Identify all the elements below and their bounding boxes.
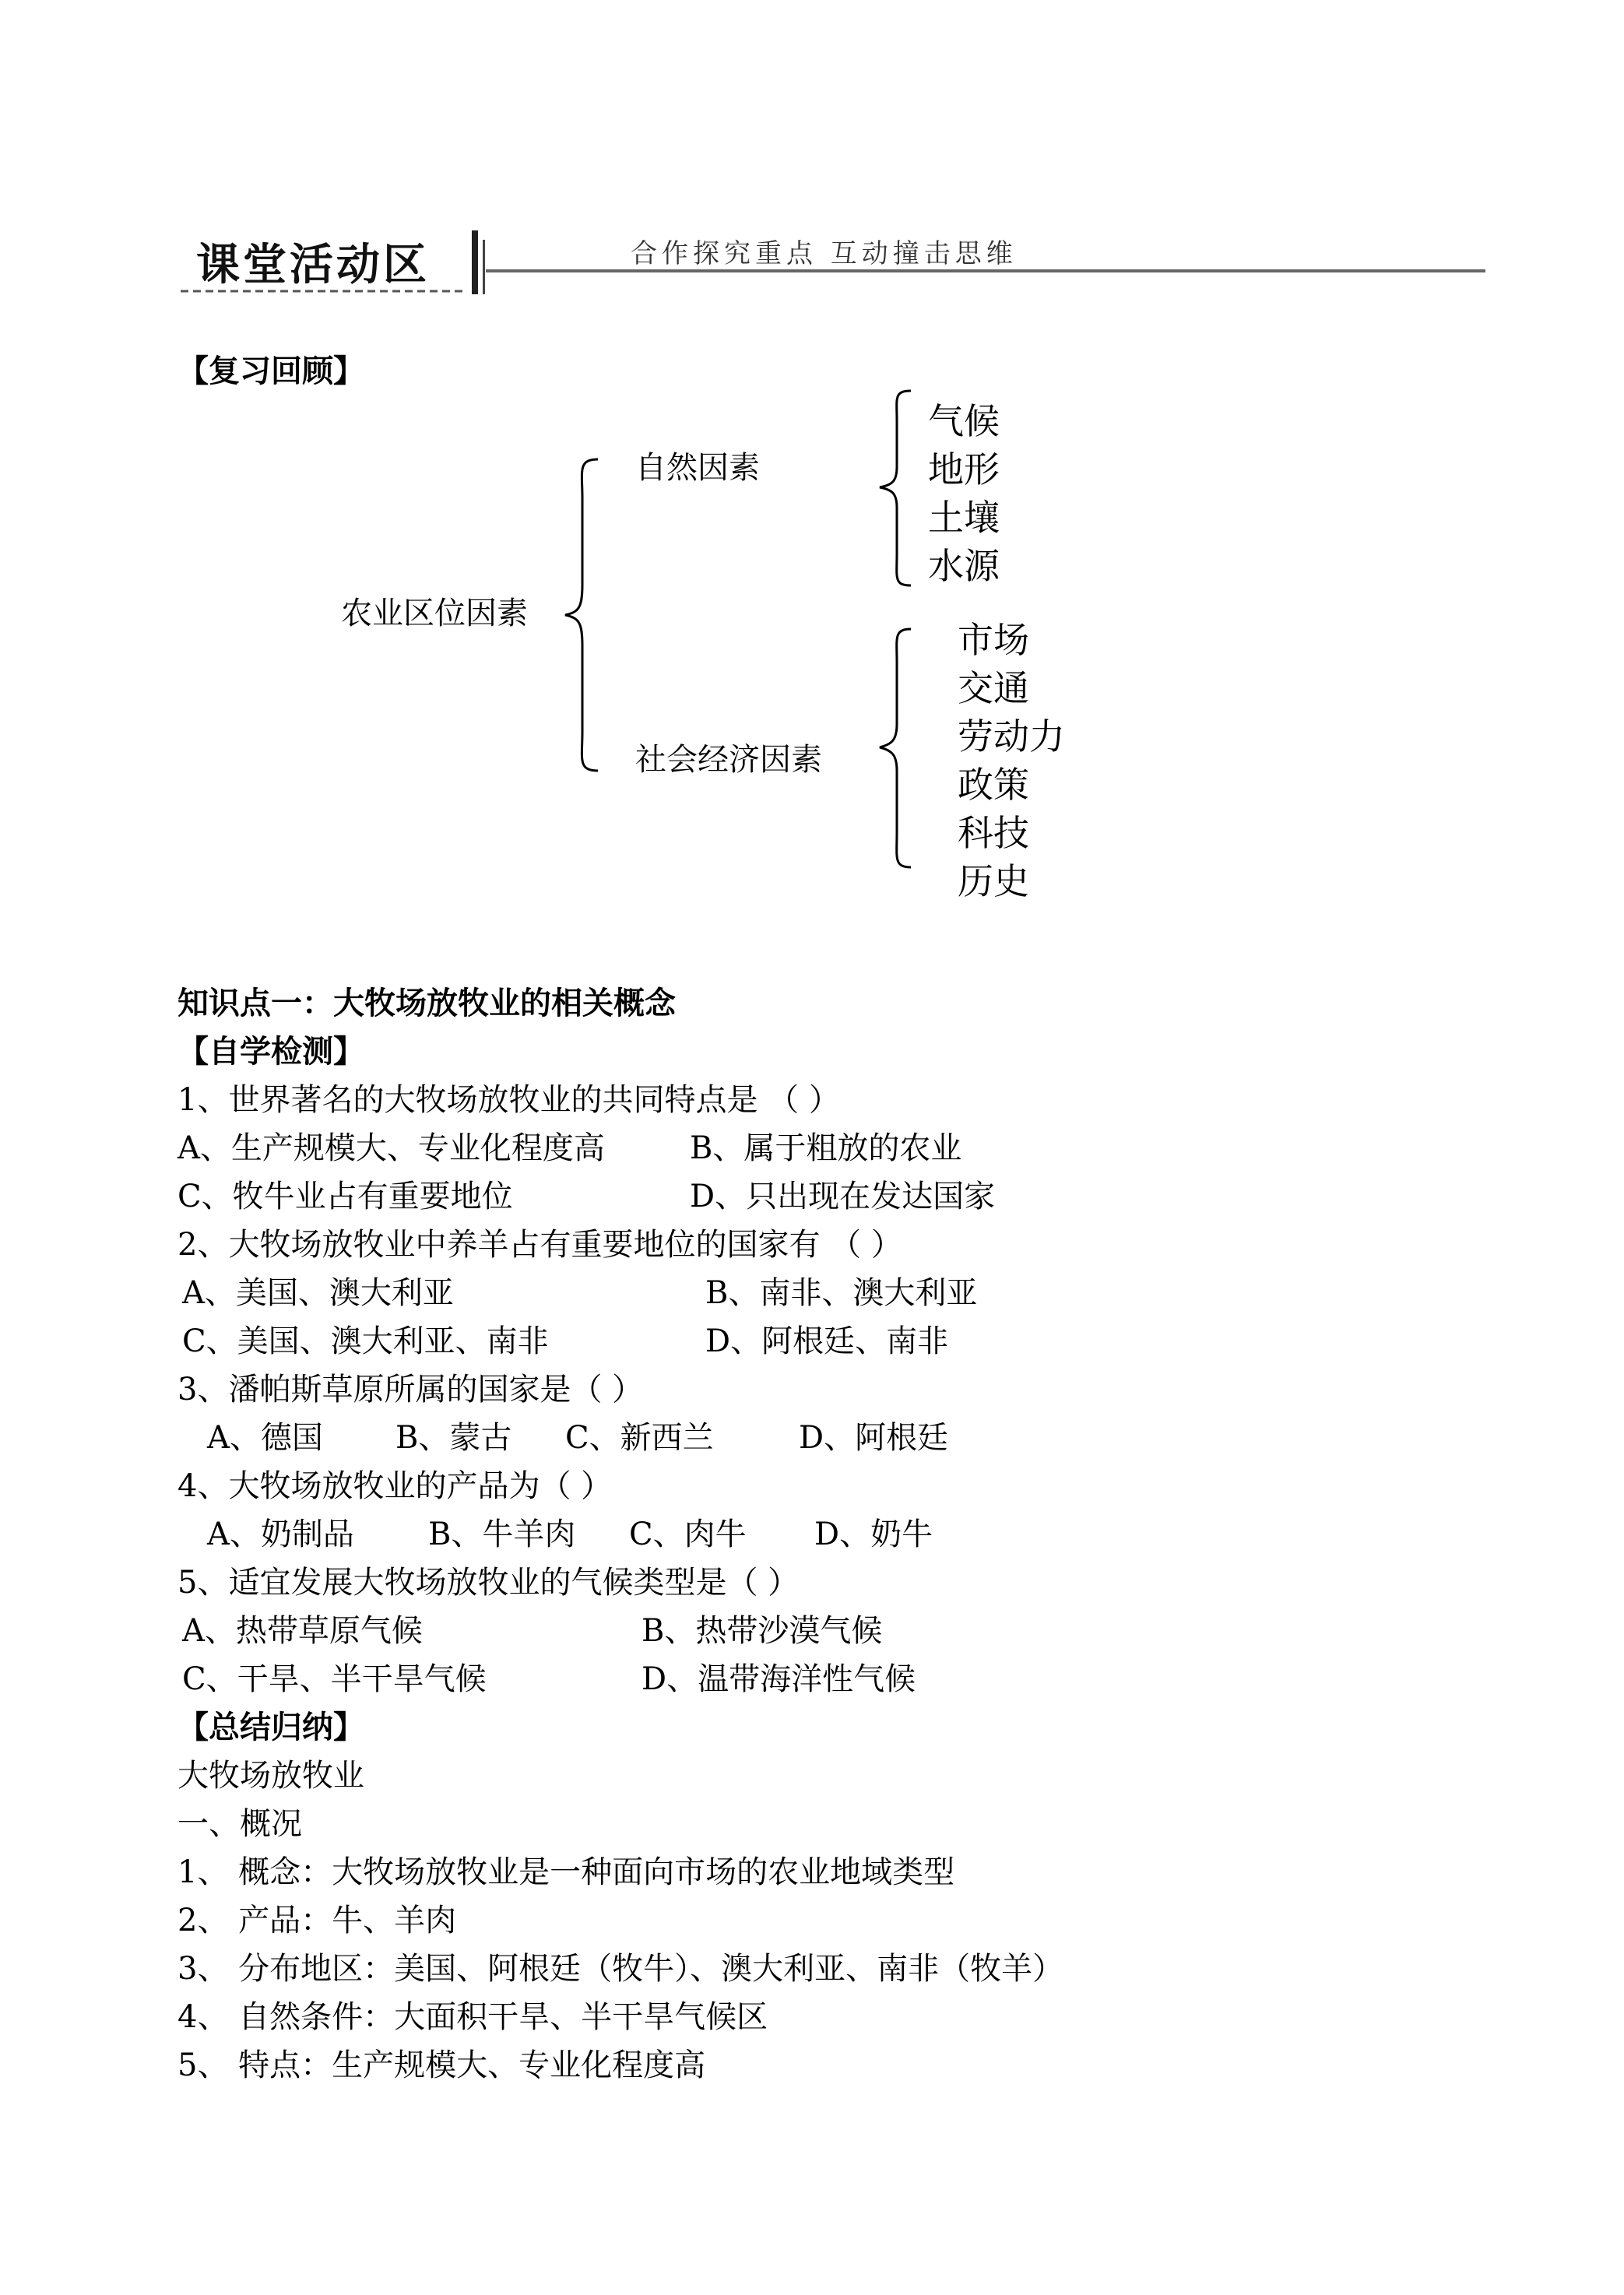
knowledge-title: 知识点一：大牧场放牧业的相关概念 [178,985,676,1021]
question-option: D、奶牛 [814,1517,933,1552]
natural-item: 水源 [928,545,1000,587]
question-option: C、干旱、半干旱气候 [182,1661,487,1697]
question-stem: 5、适宜发展大牧场放牧业的气候类型是（ ） [178,1565,800,1601]
question-stem: 3、潘帕斯草原所属的国家是（ ） [178,1372,644,1408]
question-option: C、美国、澳大利亚、南非 [182,1323,549,1359]
social-item: 政策 [958,764,1029,806]
summary-item: 1、 概念：大牧场放牧业是一种面向市场的农业地域类型 [178,1854,955,1890]
natural-item: 土壤 [928,497,1000,539]
banner-divider-bar [472,230,478,294]
summary-item: 4、 自然条件：大面积干旱、半干旱气候区 [178,1999,768,2035]
section-banner-title: 课堂活动区 [196,240,430,290]
summary-title: 大牧场放牧业 [178,1758,364,1794]
question-stem: 1、世界著名的大牧场放牧业的共同特点是 （ ） [178,1082,840,1118]
question-option: D、阿根廷、南非 [705,1323,949,1359]
natural-item: 气候 [928,400,1000,442]
social-item: 劳动力 [958,715,1065,757]
social-factors-list [958,616,1065,905]
social-item: 交通 [958,667,1029,709]
social-item: 市场 [958,619,1029,661]
natural-item: 地形 [928,448,1000,490]
summary-item: 2、 产品：牛、羊肉 [178,1903,457,1938]
question-option: C、肉牛 [629,1517,747,1552]
question-option: D、温带海洋性气候 [642,1661,916,1697]
question-option: B、南非、澳大利亚 [705,1275,978,1311]
question-option: C、牧牛业占有重要地位 [178,1179,513,1214]
summary-section: 一、概况 [178,1806,302,1842]
section-banner-subtitle: 合作探究重点 互动撞击思维 [631,238,1018,269]
social-factors-label: 社会经济因素 [635,742,822,778]
social-item: 历史 [958,860,1029,902]
question-stem: 4、大牧场放牧业的产品为（ ） [178,1468,613,1504]
banner-divider-thin [483,240,485,294]
question-option: B、属于粗放的农业 [690,1130,962,1166]
question-option: B、热带沙漠气候 [642,1613,883,1649]
question-option: A、生产规模大、专业化程度高 [178,1130,605,1166]
review-heading: 【复习回顾】 [178,353,364,389]
question-option: C、新西兰 [565,1420,714,1456]
root-brace [565,459,598,771]
question-option: A、美国、澳大利亚 [182,1275,454,1311]
natural-brace [880,391,911,585]
social-brace [880,629,911,867]
question-option: D、阿根廷 [799,1420,949,1456]
question-option: B、蒙古 [395,1420,512,1456]
review-root-label: 农业区位因素 [341,596,528,631]
natural-factors-list [928,397,1000,590]
question-option: A、热带草原气候 [182,1613,423,1649]
summary-item: 5、 特点：生产规模大、专业化程度高 [178,2047,706,2083]
question-option: B、牛羊肉 [428,1517,576,1552]
natural-factors-label: 自然因素 [635,450,760,486]
question-stem: 2、大牧场放牧业中养羊占有重要地位的国家有 （ ） [178,1227,902,1263]
social-item: 科技 [958,812,1029,854]
self-check-heading: 【自学检测】 [178,1033,364,1070]
summary-heading: 【总结归纳】 [178,1709,364,1745]
summary-item: 3、 分布地区：美国、阿根廷（牧牛）、澳大利亚、南非（牧羊） [178,1951,1064,1987]
question-option: A、奶制品 [207,1517,354,1552]
question-option: A、德国 [207,1420,323,1456]
question-option: D、只出现在发达国家 [690,1179,996,1214]
